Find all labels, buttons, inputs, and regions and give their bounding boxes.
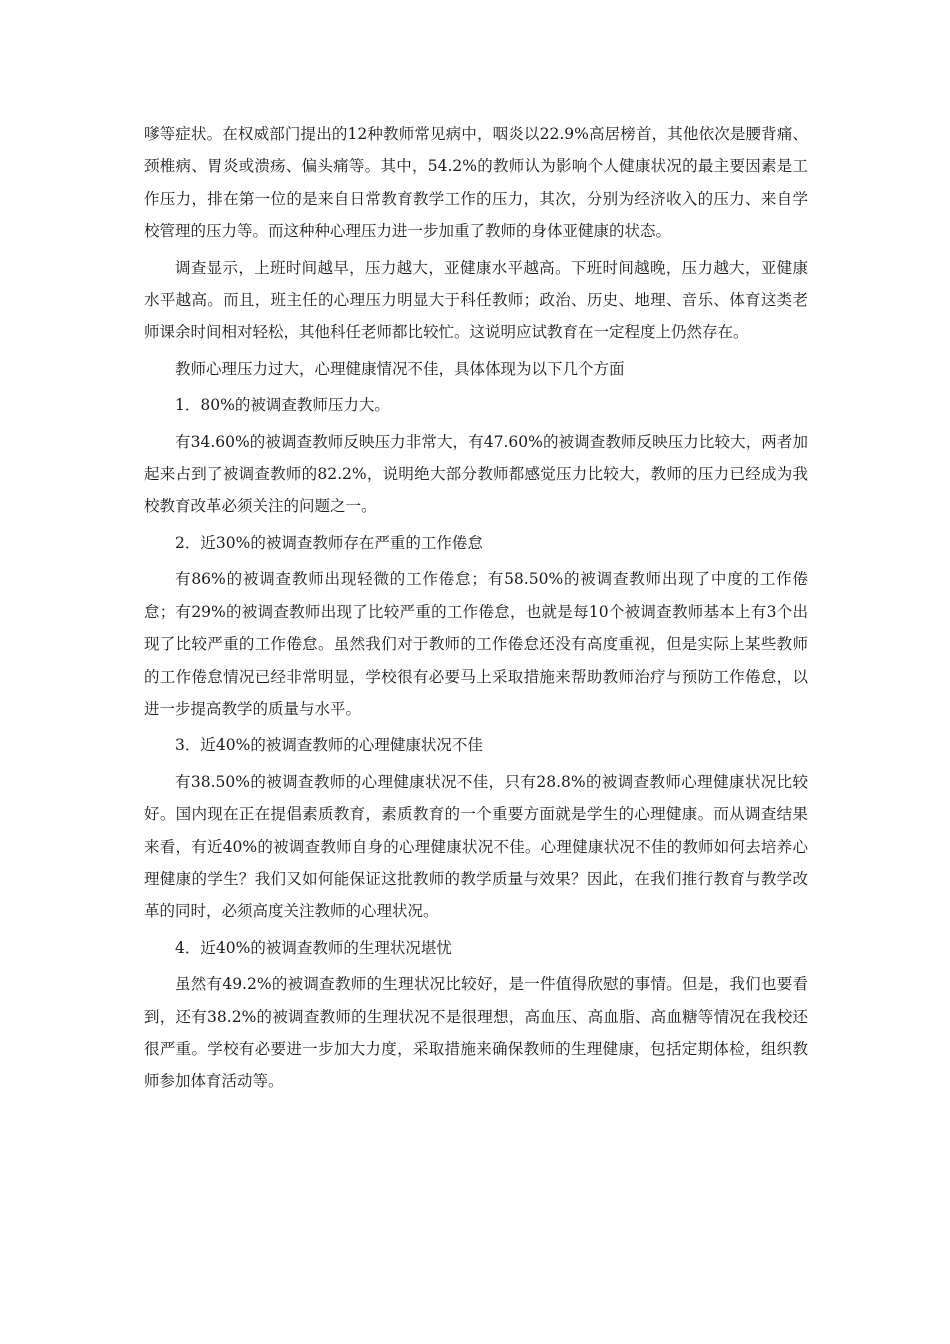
heading-item-1: 1．80%的被调查教师压力大。 xyxy=(175,396,390,415)
paragraph-continuation: 嗲等症状。在权威部门提出的12种教师常见病中，咽炎以22.9%高居榜首，其他依次是腰背痛、颈椎病、胃炎或溃疡、偏头痛等。其中，54.2%的教师认为影响个人健康状况的最主要因素是工作压力，排在第一位的是来自日常教育教学工作的压力，其次，分别为经济收入的压力、来自学校管理的压力等。而这种种心理压力进一步加重了教师的身体亚健康的状态。 xyxy=(144,125,808,241)
paragraph-item-4: 虽然有49.2%的被调查教师的生理状况比较好，是一件值得欣慰的事情。但是，我们也要看到，还有38.2%的被调查教师的生理状况不是很理想，高血压、高血脂、高血糖等情况在我校还很严重。学校有必要进一步加大力度，采取措施来确保教师的生理健康，包括定期体检，组织教师参加体育活动等。 xyxy=(144,975,808,1091)
paragraph-item-3: 有38.50%的被调查教师的心理健康状况不佳，只有28.8%的被调查教师心理健康状况比较好。国内现在正在提倡素质教育，素质教育的一个重要方面就是学生的心理健康。而从调查结果来看，有近40%的被调查教师自身的心理健康状况不佳。心理健康状况不佳的教师如何去培养心理健康的学生？我们又如何能保证这批教师的教学质量与效果？因此，在我们推行教育与教学改革的同时，必须高度关注教师的心理状况。 xyxy=(144,772,808,921)
document-body xyxy=(144,118,808,1102)
paragraph-item-2: 有86%的被调查教师出现轻微的工作倦怠；有58.50%的被调查教师出现了中度的工作倦怠；有29%的被调查教师出现了比较严重的工作倦怠，也就是每10个被调查教师基本上有3个出现了比较严重的工作倦怠。虽然我们对于教师的工作倦怠还没有高度重视，但是实际上某些教师的工作倦怠情况已经非常明显，学校很有必要马上采取措施来帮助教师治疗与预防工作倦怠，以进一步提高教学的质量与水平。 xyxy=(144,570,808,718)
paragraph-item-1: 有34.60%的被调查教师反映压力非常大，有47.60%的被调查教师反映压力比较大，两者加起来占到了被调查教师的82.2%，说明绝大部分教师都感觉压力比较大，教师的压力已经成为我校教育改革必须关注的问题之一。 xyxy=(144,432,808,516)
heading-item-2: 2．近30%的被调查教师存在严重的工作倦怠 xyxy=(175,533,483,552)
paragraph-survey-findings: 调查显示，上班时间越早，压力越大，亚健康水平越高。下班时间越晚，压力越大，亚健康水平越高。而且，班主任的心理压力明显大于科任教师；政治、历史、地理、音乐、体育这类老师课余时间相对轻松，其他科任老师都比较忙。这说明应试教育在一定程度上仍然存在。 xyxy=(144,258,808,342)
paragraph-intro-aspects: 教师心理压力过大，心理健康情况不佳，具体体现为以下几个方面 xyxy=(175,359,625,378)
heading-item-4: 4．近40%的被调查教师的生理状况堪忧 xyxy=(175,938,452,957)
heading-item-3: 3．近40%的被调查教师的心理健康状况不佳 xyxy=(175,736,483,755)
